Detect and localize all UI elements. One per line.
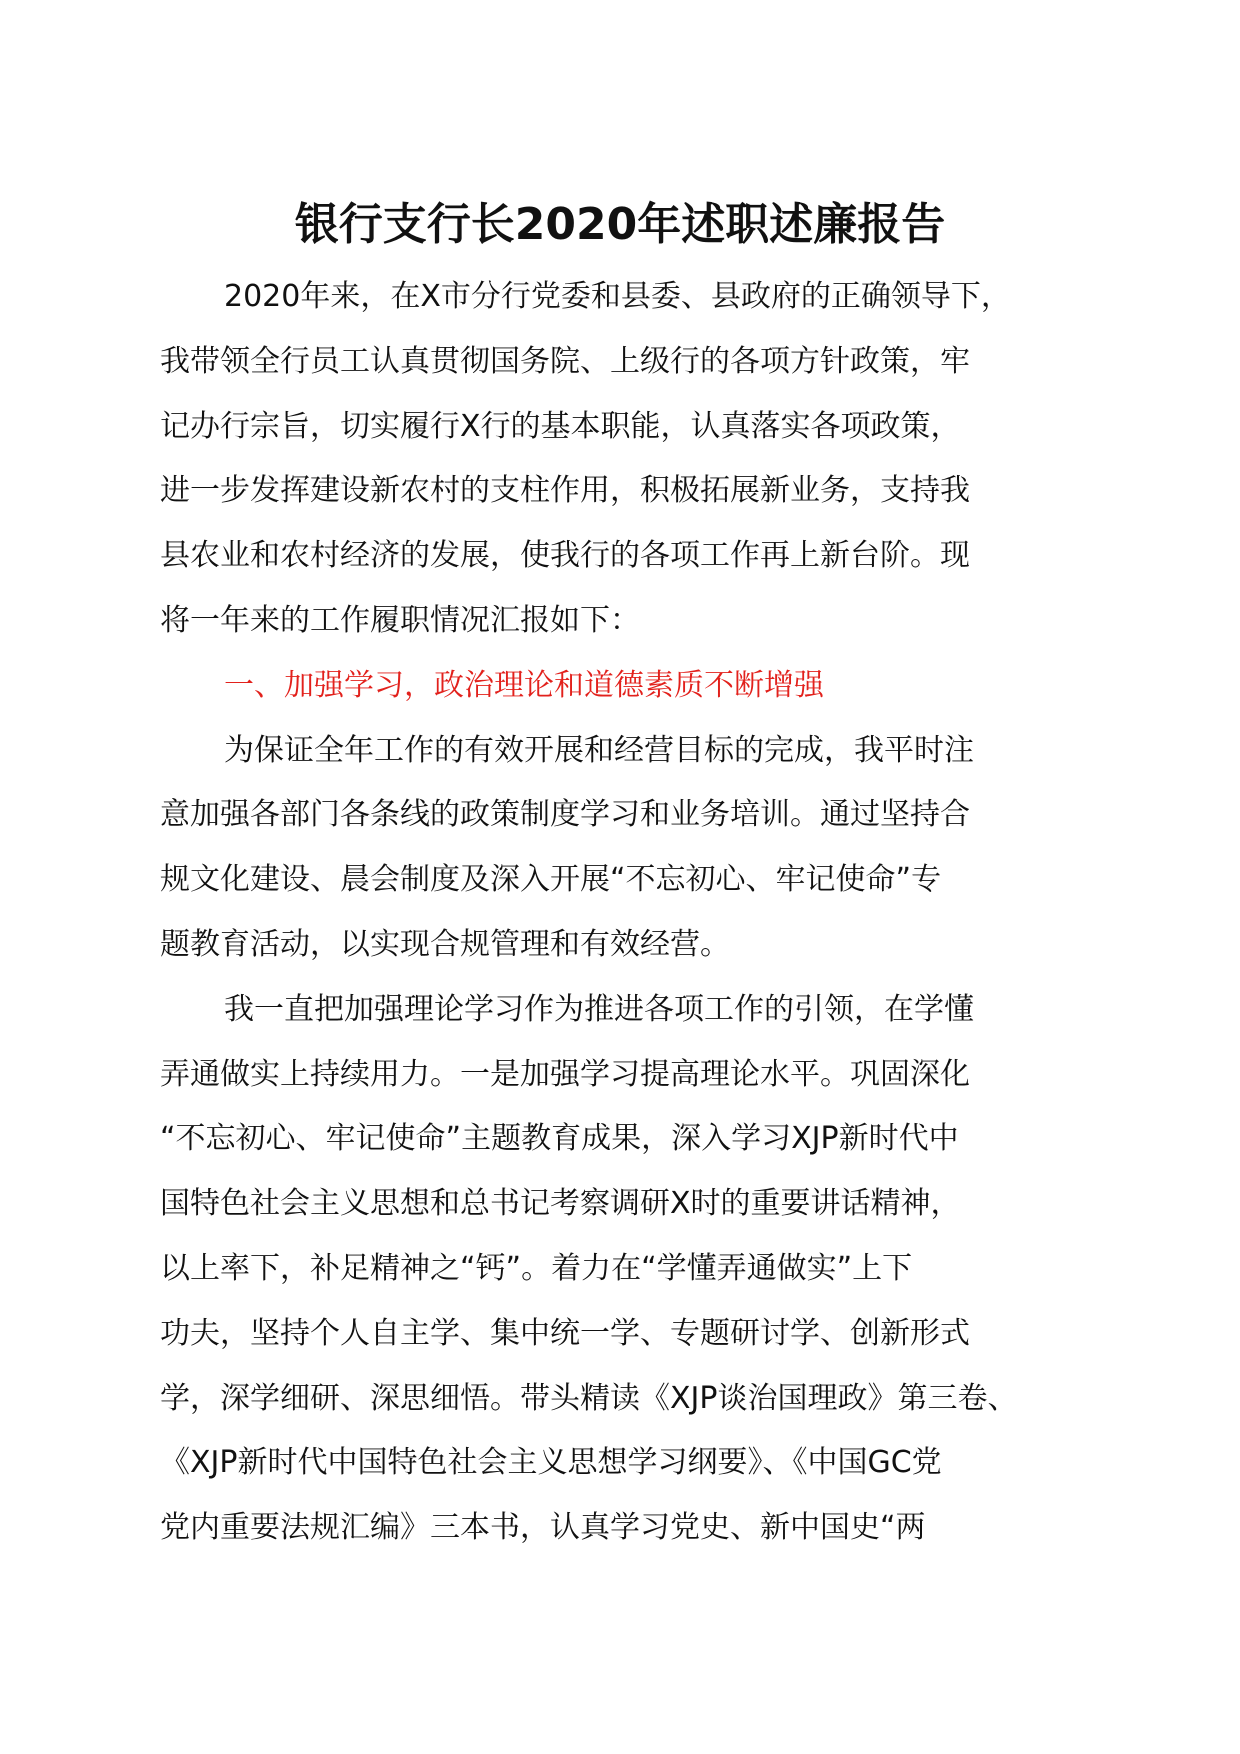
paragraph-line: 规文化建设、晨会制度及深入开展“不忘初心、牢记使命”专 [160,862,942,898]
paragraph-line: “不忘初心、牢记使命”主题教育成果，深入学习XJP新时代中 [160,1121,959,1157]
paragraph-line: 记办行宗旨，切实履行X行的基本职能，认真落实各项政策， [160,408,961,444]
paragraph-line: 2020年来，在X市分行党委和县委、县政府的正确领导下， [224,279,1011,314]
paragraph-line: 县农业和农村经济的发展，使我行的各项工作再上新台阶。现 [160,538,970,574]
paragraph-line: 我一直把加强理论学习作为推进各项工作的引领，在学懂 [224,991,974,1027]
paragraph-line: 党内重要法规汇编》三本书，认真学习党史、新中国史“两 [160,1510,926,1546]
document-title: 银行支行长2020年述职述廉报告 [294,199,946,250]
paragraph-line: 进一步发挥建设新农村的支柱作用，积极拓展新业务，支持我 [160,473,970,509]
section-heading: 一、加强学习，政治理论和道德素质不断增强 [224,667,824,703]
paragraph-line: 将一年来的工作履职情况汇报如下： [160,602,640,638]
paragraph-line: 题教育活动，以实现合规管理和有效经营。 [160,926,730,962]
paragraph-line: 国特色社会主义思想和总书记考察调研X时的重要讲话精神， [160,1186,961,1222]
paragraph-line: 我带领全行员工认真贯彻国务院、上级行的各项方针政策，牢 [160,343,970,379]
document-body [160,265,1095,1561]
paragraph-line: 为保证全年工作的有效开展和经营目标的完成，我平时注 [224,732,974,768]
paragraph-line: 功夫，坚持个人自主学、集中统一学、专题研讨学、创新形式 [160,1315,970,1351]
paragraph-line: 意加强各部门各条线的政策制度学习和业务培训。通过坚持合 [160,797,970,833]
paragraph-line: 《XJP新时代中国特色社会主义思想学习纲要》、《中国GC党 [160,1445,942,1481]
paragraph-line: 以上率下，补足精神之“钙”。着力在“学懂弄通做实”上下 [160,1250,913,1286]
paragraph-line: 弄通做实上持续用力。一是加强学习提高理论水平。巩固深化 [160,1056,970,1092]
paragraph-line: 学，深学细研、深思细悟。带头精读《XJP谈治国理政》第三卷、 [160,1380,1018,1416]
